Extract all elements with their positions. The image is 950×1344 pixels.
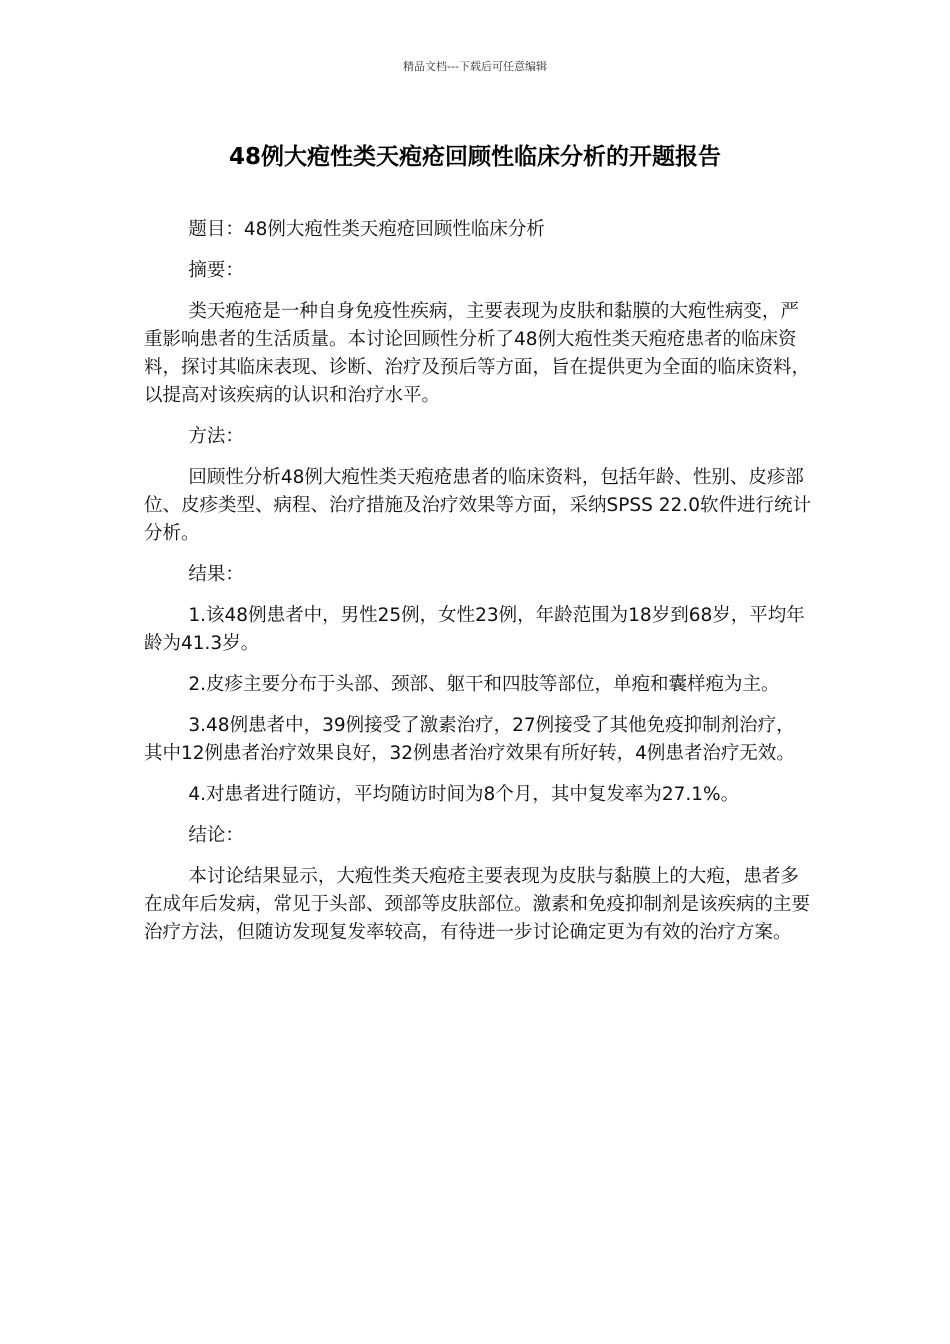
- conclusion-paragraph: 本讨论结果显示，大疱性类天疱疮主要表现为皮肤与黏膜上的大疱，患者多在成年后发病，常见于头部、颈部等皮肤部位。激素和免疫抑制剂是该疾病的主要治疗方法，但随访发现复发率较高，有待进一步讨论确定更为有效的治疗方案。: [144, 866, 811, 943]
- result-item-1: 1.该48例患者中，男性25例，女性23例，年龄范围为18岁到68岁，平均年龄为41.3岁。: [144, 605, 805, 654]
- abstract-paragraph: 类天疱疮是一种自身免疫性疾病，主要表现为皮肤和黏膜的大疱性病变，严重影响患者的生活质量。本讨论回顾性分析了48例大疱性类天疱疮患者的临床资料，探讨其临床表现、诊断、治疗及预后等方面，旨在提供更为全面的临床资料，以提高对该疾病的认识和治疗水平。: [144, 301, 811, 406]
- result-item-4: 4.对患者进行随访，平均随访时间为8个月，其中复发率为27.1%。: [188, 784, 740, 805]
- topic-line: 题目：48例大疱性类天疱疮回顾性临床分析: [188, 219, 545, 240]
- methods-heading: 方法：: [188, 426, 244, 447]
- conclusion-heading: 结论：: [188, 825, 244, 846]
- document-body: [144, 216, 812, 960]
- document-title: 48例大疱性类天疱疮回顾性临床分析的开题报告: [228, 144, 721, 170]
- result-item-2: 2.皮疹主要分布于头部、颈部、躯干和四肢等部位，单疱和囊样疱为主。: [188, 674, 780, 695]
- methods-paragraph: 回顾性分析48例大疱性类天疱疮患者的临床资料，包括年龄、性别、皮疹部位、皮疹类型、病程、治疗措施及治疗效果等方面，采纳SPSS 22.0软件进行统计分析。: [144, 467, 811, 544]
- results-heading: 结果：: [188, 564, 244, 585]
- result-item-3: 3.48例患者中，39例接受了激素治疗，27例接受了其他免疫抑制剂治疗，其中12例患者治疗效果良好，32例患者治疗效果有所好转，4例患者治疗无效。: [144, 715, 795, 764]
- header-note: 精品文档---下载后可任意编辑: [403, 60, 547, 73]
- abstract-heading: 摘要：: [188, 260, 244, 281]
